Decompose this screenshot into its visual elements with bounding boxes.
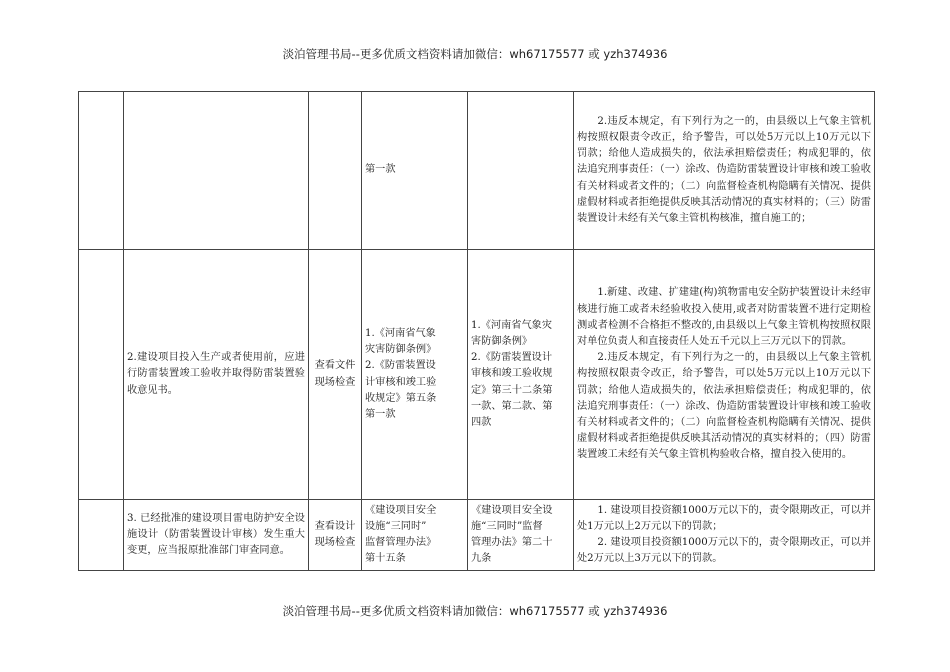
requirement-cell: [124, 92, 309, 250]
penalty-paragraph: 1. 建设项目投资额1000万元以下的，责令限期改正，可以并处1万元以上2万元以下的罚款；: [577, 504, 871, 532]
row-index-cell: [79, 92, 124, 250]
method-cell: 查看设计 现场检查: [309, 500, 362, 571]
penalty-cell: [574, 250, 875, 500]
method-cell: 查看文件 现场检查: [309, 250, 362, 500]
penalty-paragraph: 2. 建设项目投资额1000万元以下的，责令限期改正，可以并处2万元以上3万元以下的罚款。: [577, 537, 871, 565]
requirement-cell: 2.建设项目投入生产或者使用前，应进行防雷装置竣工验收并取得防雷装置验收意见书。: [124, 250, 309, 500]
penalty-basis-cell: 《建设项目安全设 施“三同时”监督 管理办法》第二十 九条: [468, 500, 574, 571]
row-index-cell: [79, 500, 124, 571]
row-index-cell: [79, 250, 124, 500]
footer-watermark: 淡泊管理书局--更多优质文档资料请加微信：wh67175577 或 yzh374936: [282, 604, 668, 618]
penalty-cell: [574, 500, 875, 571]
penalty-paragraph: 1.新建、改建、扩建建(构)筑物雷电安全防护装置设计未经审核进行施工或者未经验收投入使用,或者对防雷装置不进行定期检测或者检测不合格拒不整改的,由县级以上气象主管机构按照权限对单位负责人和直接责任人处五千元以上三万元以下的罚款。: [577, 287, 871, 347]
basis-cell: 《建设项目安全 设施“三同时” 监督管理办法》 第十五条: [362, 500, 468, 571]
table-row: [79, 92, 875, 250]
method-cell: [309, 92, 362, 250]
basis-cell: 1.《河南省气象 灾害防御条例》 2.《防雷装置设 计审核和竣工验 收规定》第五条 第一款: [362, 250, 468, 500]
penalty-basis-cell: [468, 92, 574, 250]
penalty-paragraph: 2.违反本规定，有下列行为之一的，由县级以上气象主管机构按照权限责令改正，给予警告，可以处5万元以上10万元以下罚款；给他人造成损失的，依法承担赔偿责任；构成犯罪的，依法追究刑事责任：（一）涂改、伪造防雷装置设计审核和竣工验收有关材料或者文件的；（二）向监督检查机构隐瞒有关情况、提供虚假材料或者拒绝提供反映其活动情况的真实材料的；（三）防雷装置设计未经有关气象主管机构核准，擅自施工的；: [577, 115, 871, 224]
requirement-cell: 3. 已经批准的建设项目雷电防护安全设施设计（防雷装置设计审核）发生重大变更，应当报原批准部门审查同意。: [124, 500, 309, 571]
penalty-paragraph: 2.违反本规定，有下列行为之一的，由县级以上气象主管机构按照权限责令改正，给予警告，可以处5万元以上10万元以下罚款；给他人造成损失的，依法承担赔偿责任；构成犯罪的，依法追究刑事责任：（一）涂改、伪造防雷装置设计审核和竣工验收有关材料或者文件的；（二）向监督检查机构隐瞒有关情况、提供虚假材料或者拒绝提供反映其活动情况的真实材料的；（四）防雷装置竣工未经有关气象主管机构验收合格，擅自投入使用的。: [577, 352, 871, 461]
table-row: [79, 500, 875, 571]
basis-cell: 第一款: [362, 92, 468, 250]
penalty-cell: [574, 92, 875, 250]
inspection-table: [78, 91, 875, 571]
penalty-basis-cell: 1.《河南省气象灾 害防御条例》 2.《防雷装置设计 审核和竣工验收规 定》第三十二条第 一款、第二款、第 四款: [468, 250, 574, 500]
header-watermark: 淡泊管理书局--更多优质文档资料请加微信：wh67175577 或 yzh374936: [282, 47, 668, 61]
table-row: [79, 250, 875, 500]
